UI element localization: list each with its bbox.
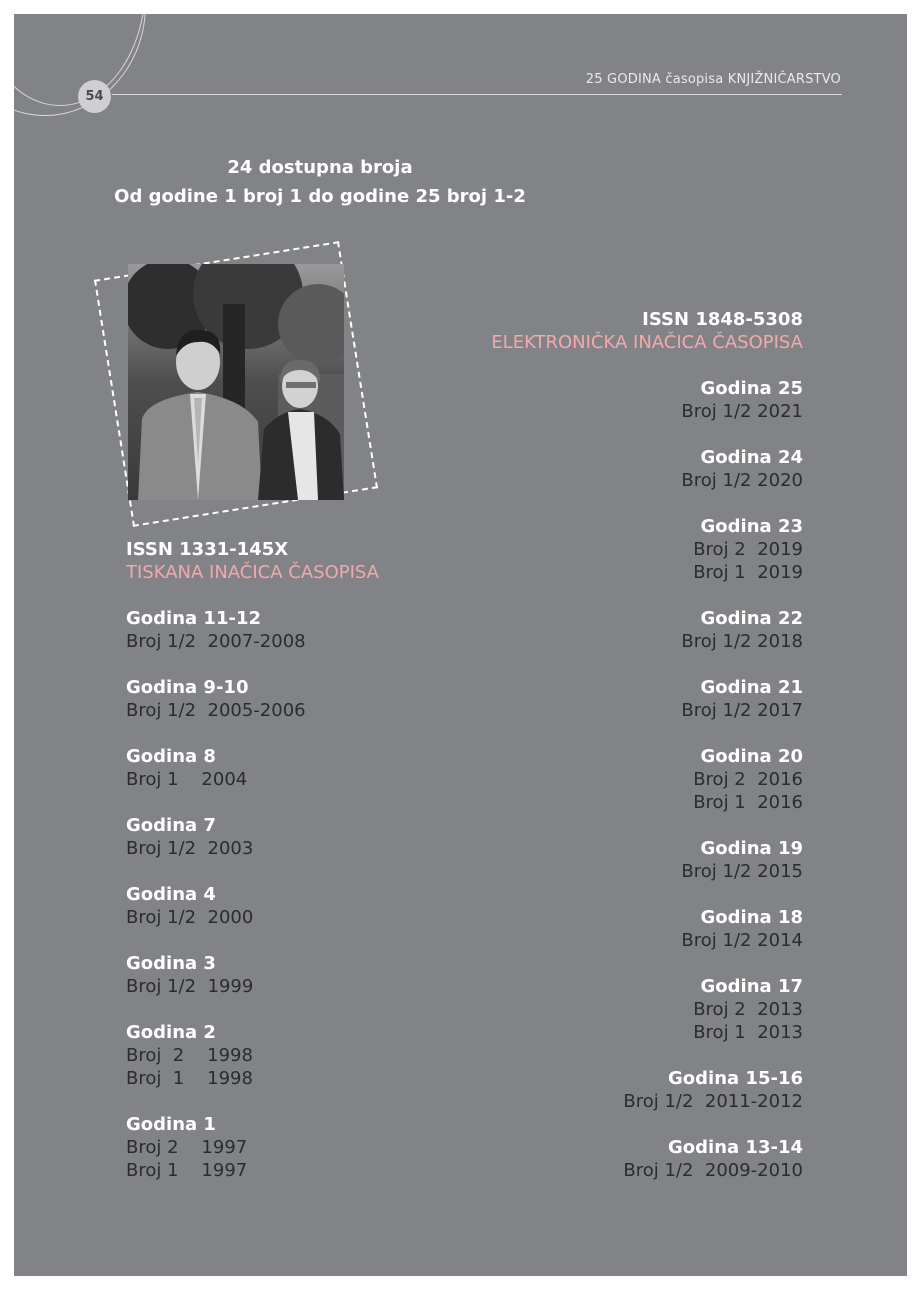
issue-line: Broj 2 1997	[126, 1137, 248, 1158]
issue-line: Broj 1 2019	[693, 562, 803, 583]
year-entry	[126, 952, 379, 998]
year-entry	[126, 1021, 379, 1090]
year-entry	[126, 745, 379, 791]
year-entry	[126, 1113, 379, 1182]
issue-line: Broj 1/2 2009-2010	[623, 1160, 803, 1181]
electronic-year-list	[491, 377, 803, 1182]
issue-line: Broj 1/2 1999	[126, 976, 254, 997]
issue-line: Broj 2 2016	[693, 769, 803, 790]
year-entry	[491, 515, 803, 584]
year-entry	[126, 814, 379, 860]
year-title: Godina 25	[700, 378, 803, 399]
year-entry	[126, 607, 379, 653]
issue-line: Broj 1/2 2005-2006	[126, 700, 306, 721]
print-year-list	[126, 607, 379, 1182]
year-entry	[491, 906, 803, 952]
year-entry	[491, 676, 803, 722]
issue-line: Broj 1/2 2020	[681, 470, 803, 491]
issue-line: Broj 1 1998	[126, 1068, 253, 1089]
year-title: Godina 22	[700, 608, 803, 629]
year-title: Godina 21	[700, 677, 803, 698]
year-title: Godina 18	[700, 907, 803, 928]
electronic-edition-column	[491, 308, 803, 1182]
issue-line: Broj 1/2 2007-2008	[126, 631, 306, 652]
year-title: Godina 9-10	[126, 677, 249, 698]
issue-line: Broj 2 2019	[693, 539, 803, 560]
print-issn: ISSN 1331-145X	[126, 539, 289, 560]
year-title: Godina 24	[700, 447, 803, 468]
issue-line: Broj 1/2 2011-2012	[623, 1091, 803, 1112]
issue-line: Broj 1/2 2018	[681, 631, 803, 652]
issue-line: Broj 1/2 2003	[126, 838, 254, 859]
issue-line: Broj 1/2 2017	[681, 700, 803, 721]
year-entry	[491, 1136, 803, 1182]
header-rule	[112, 94, 842, 95]
photo	[128, 264, 344, 500]
year-entry	[491, 607, 803, 653]
issue-line: Broj 1 2004	[126, 769, 248, 790]
year-entry	[491, 1067, 803, 1113]
year-title: Godina 3	[126, 953, 216, 974]
issue-line: Broj 1 2016	[693, 792, 803, 813]
issue-line: Broj 1/2 2021	[681, 401, 803, 422]
issue-line: Broj 1 1997	[126, 1160, 248, 1181]
year-title: Godina 1	[126, 1114, 216, 1135]
headline-line-2: Od godine 1 broj 1 do godine 25 broj 1-2	[114, 186, 526, 207]
print-edition-column	[126, 538, 379, 1182]
year-title: Godina 20	[700, 746, 803, 767]
year-title: Godina 19	[700, 838, 803, 859]
issue-line: Broj 1/2 2014	[681, 930, 803, 951]
year-entry	[491, 377, 803, 423]
issue-line: Broj 2 2013	[693, 999, 803, 1020]
year-entry	[491, 446, 803, 492]
year-title: Godina 4	[126, 884, 216, 905]
document-page	[14, 14, 907, 1276]
year-entry	[491, 745, 803, 814]
page-number: 54	[78, 80, 111, 113]
issue-line: Broj 1 2013	[693, 1022, 803, 1043]
year-title: Godina 13-14	[668, 1137, 803, 1158]
year-title: Godina 8	[126, 746, 216, 767]
year-title: Godina 23	[700, 516, 803, 537]
year-entry	[126, 676, 379, 722]
year-entry	[126, 883, 379, 929]
year-title: Godina 7	[126, 815, 216, 836]
year-title: Godina 15-16	[668, 1068, 803, 1089]
issue-line: Broj 2 1998	[126, 1045, 253, 1066]
year-title: Godina 11-12	[126, 608, 261, 629]
year-entry	[491, 837, 803, 883]
photo-image	[128, 264, 344, 500]
issue-line: Broj 1/2 2000	[126, 907, 254, 928]
running-title: 25 GODINA časopisa KNJIŽNIČARSTVO	[585, 72, 841, 87]
issue-line: Broj 1/2 2015	[681, 861, 803, 882]
year-title: Godina 2	[126, 1022, 216, 1043]
electronic-issn: ISSN 1848-5308	[642, 309, 803, 330]
year-entry	[491, 975, 803, 1044]
headline-line-1: 24 dostupna broja	[227, 157, 413, 178]
electronic-edition-label: ELEKTRONIČKA INAČICA ČASOPISA	[491, 332, 803, 353]
print-edition-label: TISKANA INAČICA ČASOPISA	[126, 562, 379, 583]
year-title: Godina 17	[700, 976, 803, 997]
